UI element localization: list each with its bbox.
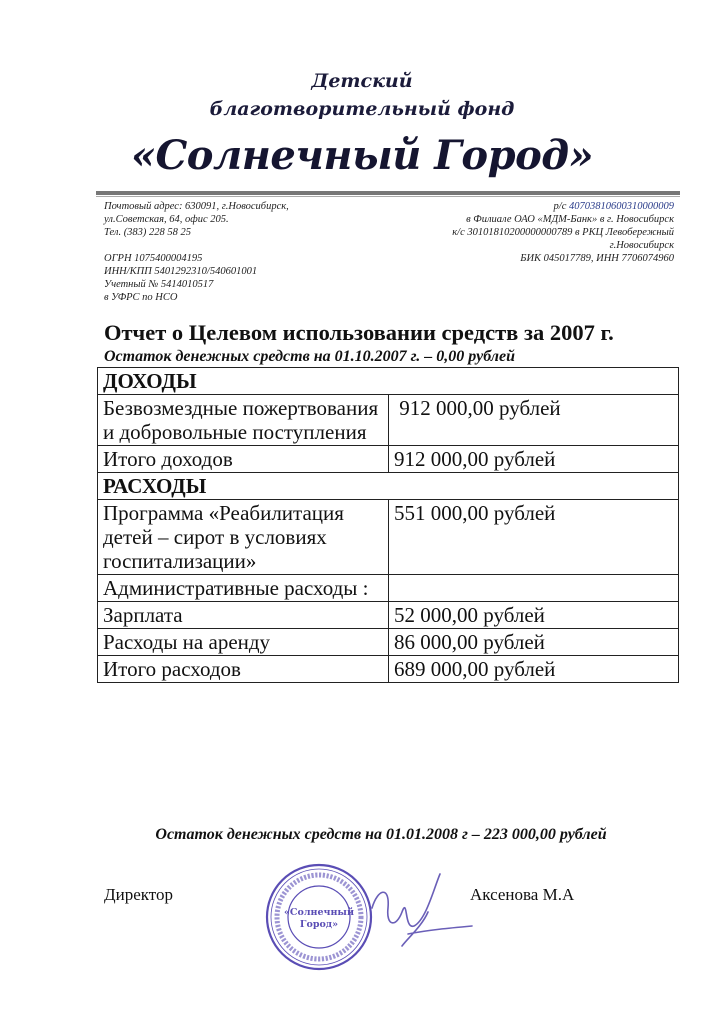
row-value: 689 000,00 рублей [389, 656, 679, 683]
table-row [98, 629, 679, 656]
expense-header: РАСХОДЫ [98, 473, 679, 500]
handwritten-signature [368, 868, 478, 950]
opening-balance: Остаток денежных средств на 01.10.2007 г. – 0,00 рублей [104, 348, 515, 365]
bank-account-line [452, 200, 674, 213]
contact-line: в УФРС по НСО [104, 292, 178, 303]
financial-table [97, 367, 679, 683]
row-label: Административные расходы : [98, 575, 389, 602]
bank-line: к/с 30101810200000000789 в РКЦ Левобережный [452, 227, 674, 238]
director-name: Аксенова М.А [470, 885, 575, 904]
letterhead-line-1: Детский [311, 70, 413, 92]
table-row [98, 446, 679, 473]
contact-spacer [104, 239, 289, 252]
director-role: Директор [104, 885, 173, 904]
table-row [98, 473, 679, 500]
letterhead-line-2: благотворительный фонд [209, 98, 515, 120]
row-label: Безвозмездные пожертвования и добровольные поступления [98, 395, 389, 446]
stamp-text-1: «Солнечный [283, 907, 355, 918]
report-title: Отчет о Целевом использовании средств за 2007 г. [104, 320, 614, 345]
table-row [98, 368, 679, 395]
account-number: 40703810600310000009 [569, 201, 674, 212]
row-value: 912 000,00 рублей [389, 446, 679, 473]
header-divider-thin [96, 196, 680, 197]
row-value: 912 000,00 рублей [389, 395, 679, 446]
income-header: ДОХОДЫ [98, 368, 679, 395]
stamp-text-2: Город» [299, 919, 339, 930]
table-row [98, 575, 679, 602]
header-divider [96, 191, 680, 195]
foundation-name: «Солнечный Город» [130, 132, 594, 179]
row-label: Программа «Реабилитация детей – сирот в условиях госпитализации» [98, 500, 389, 575]
bank-line: БИК 045017789, ИНН 7706074960 [520, 253, 674, 264]
contact-line: ОГРН 1075400004195 [104, 253, 203, 264]
contacts-right [452, 200, 674, 265]
contact-line: Почтовый адрес: 630091, г.Новосибирск, [104, 201, 289, 212]
row-label: Итого доходов [98, 446, 389, 473]
contact-line: ИНН/КПП 5401292310/540601001 [104, 266, 258, 277]
contacts-left [104, 200, 289, 304]
contact-line: Тел. (383) 228 58 25 [104, 227, 192, 238]
contact-line: ул.Советская, 64, офис 205. [104, 214, 229, 225]
bank-line: г.Новосибирск [609, 240, 674, 251]
contact-line: Учетный № 5414010517 [104, 279, 214, 290]
row-label: Итого расходов [98, 656, 389, 683]
bank-line: в Филиале ОАО «МДМ-Банк» в г. Новосибирск [466, 214, 674, 225]
row-label: Расходы на аренду [98, 629, 389, 656]
stamp-seal [264, 862, 374, 972]
closing-balance: Остаток денежных средств на 01.01.2008 г – 223 000,00 рублей [155, 826, 607, 843]
table-row [98, 656, 679, 683]
row-value [389, 575, 679, 602]
row-label: Зарплата [98, 602, 389, 629]
table-row [98, 602, 679, 629]
row-value: 52 000,00 рублей [389, 602, 679, 629]
table-row [98, 395, 679, 446]
table-row [98, 500, 679, 575]
row-value: 551 000,00 рублей [389, 500, 679, 575]
account-prefix: р/с [553, 201, 569, 212]
row-value: 86 000,00 рублей [389, 629, 679, 656]
